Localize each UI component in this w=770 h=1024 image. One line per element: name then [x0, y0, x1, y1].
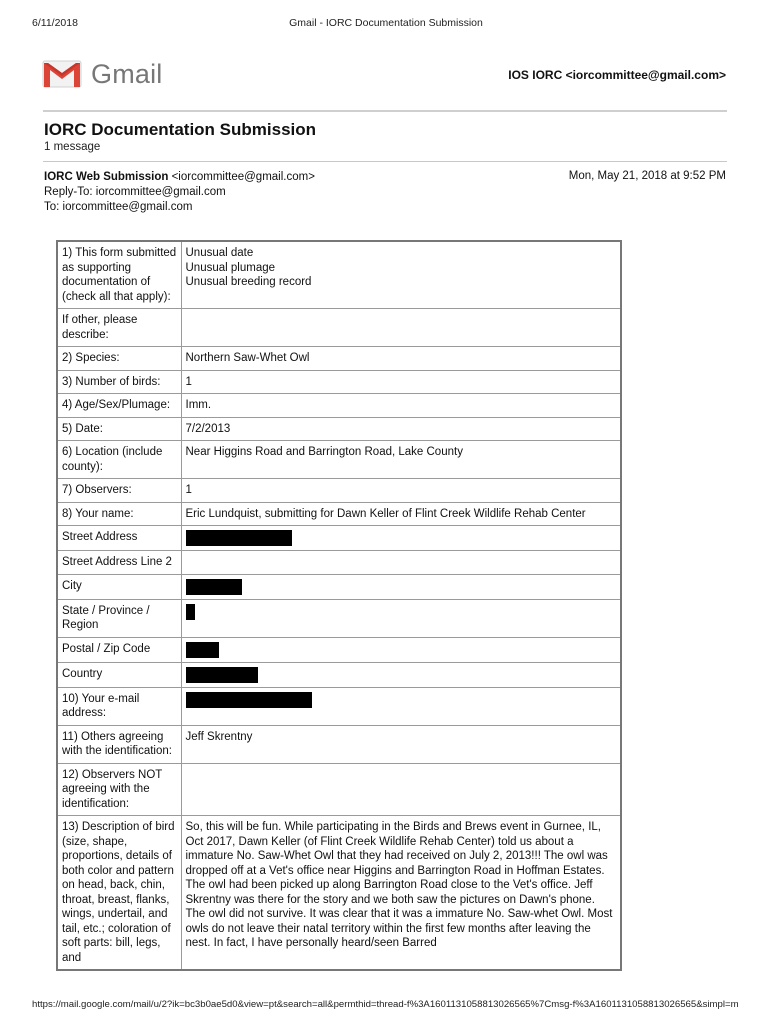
table-row: [57, 502, 621, 526]
form-label: Street Address Line 2: [57, 551, 181, 575]
account-label: IOS IORC <iorcommittee@gmail.com>: [508, 68, 726, 82]
form-value: Unusual breeding record: [185, 276, 312, 288]
table-row: [57, 526, 621, 551]
redaction-block: [186, 642, 219, 658]
print-date: 6/11/2018: [32, 17, 78, 29]
form-value: Unusual date: [185, 247, 254, 259]
form-label: 5) Date:: [57, 417, 181, 441]
table-row: [57, 241, 621, 309]
form-value: Eric Lundquist, submitting for Dawn Keller of Flint Creek Wildlife Rehab Center: [181, 502, 621, 526]
from-name: IORC Web Submission: [44, 171, 169, 183]
form-label: 10) Your e-mail address:: [57, 687, 181, 725]
redaction-block: [186, 604, 195, 620]
form-value: Jeff Skrentny: [181, 725, 621, 763]
form-label: 13) Description of bird (size, shape, proportions, details of both color and pattern on head, back, chin, throat, breast, flanks, wings, undertail, and tail, etc.; coloration of soft parts: bill, legs, and: [57, 816, 181, 971]
form-label: 12) Observers NOT agreeing with the identification:: [57, 763, 181, 816]
table-row: [57, 662, 621, 687]
form-value: So, this will be fun. While participating in the Birds and Brews event in Gurnee, IL, Oct 2017, Dawn Keller (of Flint Creek Wildlife Rehab Center) told us about a immature No. Saw-Whet Owl that they had received on July 2, 2013!!! The owl was dropped off at a Vet's office near Higgins and Barrington Road in Hoffman Estates. The owl had been picked up along Barrington Road close to the Vet's office. Jeff Skrentny was there for the story and we both saw the pictures on Dawn's phone. The owl did not survive. It was clear that it was a immature No. Saw-whet Owl. Most owls do not leave their natal territory within the first few months after leaving the nest. In fact, I have personally heard/seen Barred: [181, 816, 621, 971]
form-label: 4) Age/Sex/Plumage:: [57, 394, 181, 418]
form-label: 2) Species:: [57, 347, 181, 371]
form-value: Imm.: [181, 394, 621, 418]
table-row: [57, 309, 621, 347]
gmail-logo: [42, 56, 163, 92]
form-value: [181, 763, 621, 816]
form-label: City: [57, 574, 181, 599]
table-row: [57, 417, 621, 441]
from-line: [44, 170, 315, 185]
form-label: 3) Number of birds:: [57, 370, 181, 394]
table-row: [57, 394, 621, 418]
table-row: [57, 763, 621, 816]
redaction-block: [186, 579, 242, 595]
redaction-block: [186, 530, 292, 546]
reply-to-line: Reply-To: iorcommittee@gmail.com: [44, 186, 226, 198]
table-row: [57, 551, 621, 575]
message-count: 1 message: [44, 141, 101, 153]
table-row: [57, 816, 621, 971]
form-value-redacted: [181, 662, 621, 687]
redaction-block: [186, 667, 258, 683]
table-row: [57, 725, 621, 763]
form-value: Unusual plumage: [185, 261, 276, 274]
form-label: 1) This form submitted as supporting documentation of (check all that apply):: [57, 241, 181, 309]
to-line: To: iorcommittee@gmail.com: [44, 201, 193, 213]
footer-url: https://mail.google.com/mail/u/2?ik=bc3b0ae5d0&view=pt&search=all&permthid=thread-f%3A1601131058813026565%7Cmsg-f%3A1601131058813026565&simpl=m: [32, 999, 739, 1010]
table-row: [57, 574, 621, 599]
submission-form-table: [56, 240, 622, 971]
form-value: Near Higgins Road and Barrington Road, Lake County: [181, 441, 621, 479]
form-label: Postal / Zip Code: [57, 637, 181, 662]
table-row: [57, 370, 621, 394]
print-header: [32, 17, 740, 31]
form-value: 7/2/2013: [181, 417, 621, 441]
print-title: Gmail - IORC Documentation Submission: [289, 17, 483, 29]
form-label: 11) Others agreeing with the identification:: [57, 725, 181, 763]
form-value-redacted: [181, 526, 621, 551]
form-label: State / Province / Region: [57, 599, 181, 637]
table-row: [57, 347, 621, 371]
form-value: [181, 551, 621, 575]
form-label: Street Address: [57, 526, 181, 551]
form-label: If other, please describe:: [57, 309, 181, 347]
table-row: [57, 441, 621, 479]
form-label: 8) Your name:: [57, 502, 181, 526]
header-divider: [43, 110, 727, 112]
message-header: [44, 170, 315, 215]
form-value: [181, 309, 621, 347]
form-value-redacted: [181, 637, 621, 662]
subject-title: IORC Documentation Submission: [44, 120, 317, 139]
gmail-m-icon: [42, 59, 82, 89]
subject-divider: [43, 161, 727, 162]
form-label: 6) Location (include county):: [57, 441, 181, 479]
from-email: <iorcommittee@gmail.com>: [171, 171, 315, 183]
sent-date: Mon, May 21, 2018 at 9:52 PM: [568, 170, 726, 182]
redaction-block: [186, 692, 312, 708]
table-row: [57, 599, 621, 637]
form-value-redacted: [181, 599, 621, 637]
form-value-q1: [181, 241, 621, 309]
table-row: [57, 687, 621, 725]
form-value: Northern Saw-Whet Owl: [181, 347, 621, 371]
table-row: [57, 637, 621, 662]
form-label: Country: [57, 662, 181, 687]
form-value-redacted: [181, 687, 621, 725]
table-row: [57, 479, 621, 503]
gmail-wordmark: Gmail: [91, 58, 163, 89]
form-value: 1: [181, 479, 621, 503]
form-value-redacted: [181, 574, 621, 599]
form-label: 7) Observers:: [57, 479, 181, 503]
form-value: 1: [181, 370, 621, 394]
